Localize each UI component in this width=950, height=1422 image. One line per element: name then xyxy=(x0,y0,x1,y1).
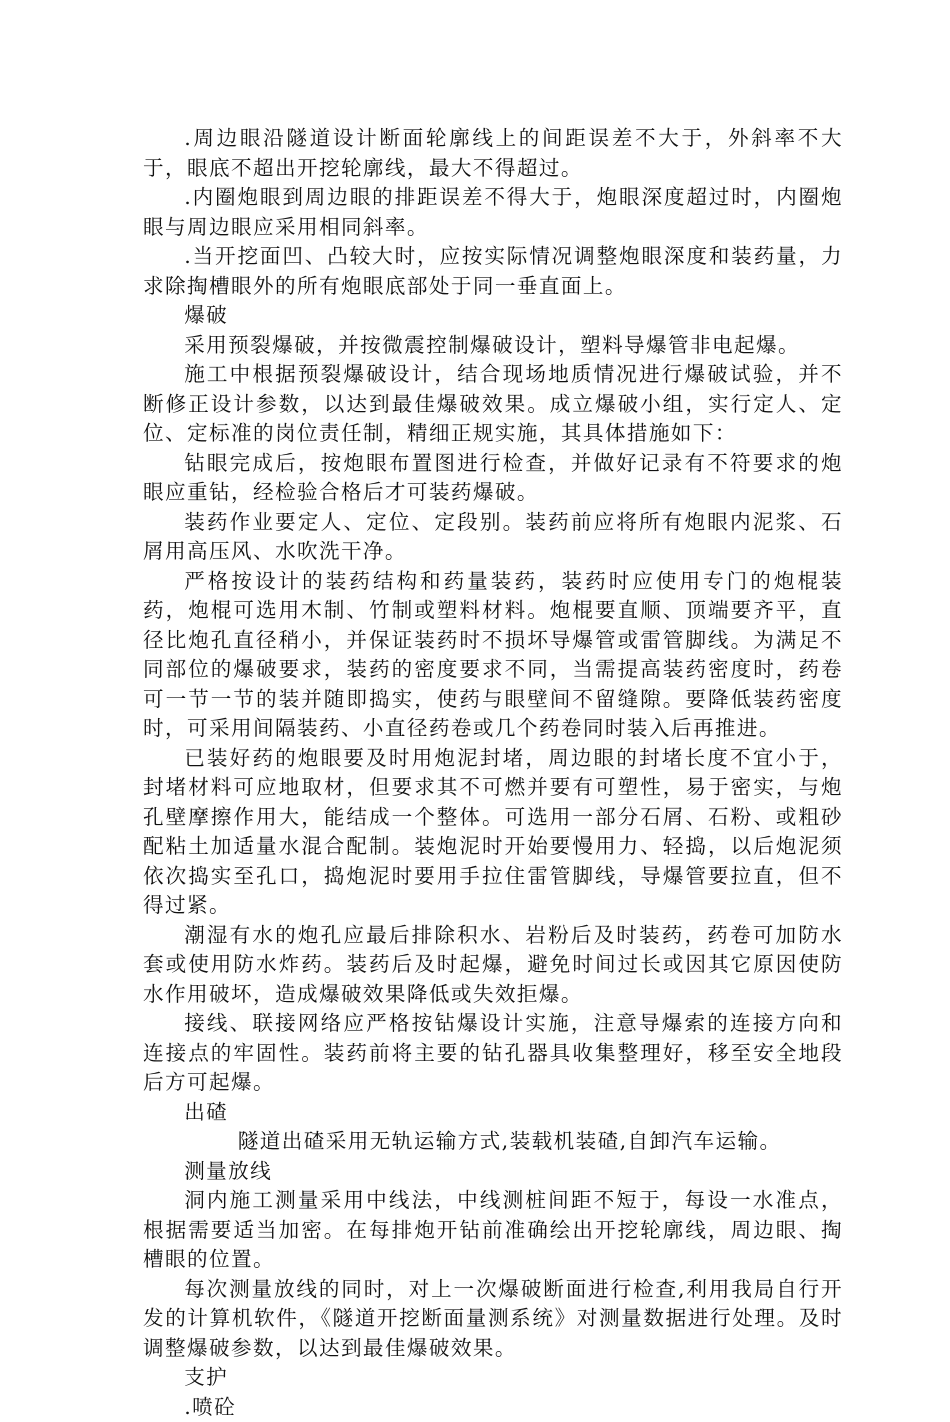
paragraph-section-measurement: 每次测量放线的同时，对上一次爆破断面进行检查,利用我局自行开发的计算机软件，《隧道开挖断面量测系统》对测量数据进行处理。及时调整爆破参数，以达到最佳爆破效果。 xyxy=(143,1275,843,1364)
paragraph-peripheral-hole-spacing: .周边眼沿隧道设计断面轮廓线上的间距误差不大于，外斜率不大于，眼底不超出开挖轮廓线，最大不得超过。 xyxy=(143,124,843,183)
paragraph-blasting-trials: 施工中根据预裂爆破设计，结合现场地质情况进行爆破试验，并不断修正设计参数，以达到最佳爆破效果。成立爆破小组，实行定人、定位、定标准的岗位责任制，精细正规实施，其具体措施如下： xyxy=(143,360,843,449)
paragraph-network-connection: 接线、联接网络应严格按钻爆设计实施，注意导爆索的连接方向和连接点的牢固性。装药前将主要的钻孔器具收集整理好，移至安全地段后方可起爆。 xyxy=(143,1009,843,1098)
paragraph-wet-holes: 潮湿有水的炮孔应最后排除积水、岩粉后及时装药，药卷可加防水套或使用防水炸药。装药后及时起爆，避免时间过长或因其它原因使防水作用破坏，造成爆破效果降低或失效拒爆。 xyxy=(143,921,843,1010)
paragraph-charging-preparation: 装药作业要定人、定位、定段别。装药前应将所有炮眼内泥浆、石屑用高压风、水吹洗干净。 xyxy=(143,508,843,567)
paragraph-uneven-face-adjustment: .当开挖面凹、凸较大时，应按实际情况调整炮眼深度和装药量，力求除掏槽眼外的所有炮眼底部处于同一垂直面上。 xyxy=(143,242,843,301)
paragraph-centerline-survey: 洞内施工测量采用中线法，中线测桩间距不短于，每设一水准点，根据需要适当加密。在每排炮开钻前准确绘出开挖轮廓线，周边眼、掏槽眼的位置。 xyxy=(143,1186,843,1275)
paragraph-drilling-inspection: 钻眼完成后，按炮眼布置图进行检查，并做好记录有不符要求的炮眼应重钻，经检验合格后才可装药爆破。 xyxy=(143,449,843,508)
section-heading-support: 支护 xyxy=(143,1363,843,1393)
paragraph-presplit-blasting: 采用预裂爆破，并按微震控制爆破设计，塑料导爆管非电起爆。 xyxy=(143,331,843,361)
section-heading-blasting: 爆破 xyxy=(143,301,843,331)
paragraph-charging-structure: 严格按设计的装药结构和药量装药，装药时应使用专门的炮棍装药，炮棍可选用木制、竹制或塑料材料。炮棍要直顺、顶端要齐平，直径比炮孔直径稍小，并保证装药时不损坏导爆管或雷管脚线。为满足不同部位的爆破要求，装药的密度要求不同，当需提高装药密度时，药卷可一节一节的装并随即捣实，使药与眼壁间不留缝隙。要降低装药密度时，可采用间隔装药、小直径药卷或几个药卷同时装入后再推进。 xyxy=(143,567,843,744)
paragraph-mucking-method: 隧道出碴采用无轨运输方式,装载机装碴,自卸汽车运输。 xyxy=(143,1127,843,1157)
document-body xyxy=(143,124,843,1422)
section-heading-surveying: 测量放线 xyxy=(143,1157,843,1187)
paragraph-inner-ring-holes: .内圈炮眼到周边眼的排距误差不得大于，炮眼深度超过时，内圈炮眼与周边眼应采用相同斜率。 xyxy=(143,183,843,242)
section-heading-mucking: 出碴 xyxy=(143,1098,843,1128)
section-heading-shotcrete: .喷砼 xyxy=(143,1393,843,1422)
paragraph-stemming: 已装好药的炮眼要及时用炮泥封堵，周边眼的封堵长度不宜小于，封堵材料可应地取材，但要求其不可燃并要有可塑性，易于密实，与炮孔壁摩擦作用大，能结成一个整体。可选用一部分石屑、石粉、或粗砂配粘土加适量水混合配制。装炮泥时开始要慢用力、轻捣，以后炮泥须依次捣实至孔口，捣炮泥时要用手拉住雷管脚线，导爆管要拉直，但不得过紧。 xyxy=(143,744,843,921)
